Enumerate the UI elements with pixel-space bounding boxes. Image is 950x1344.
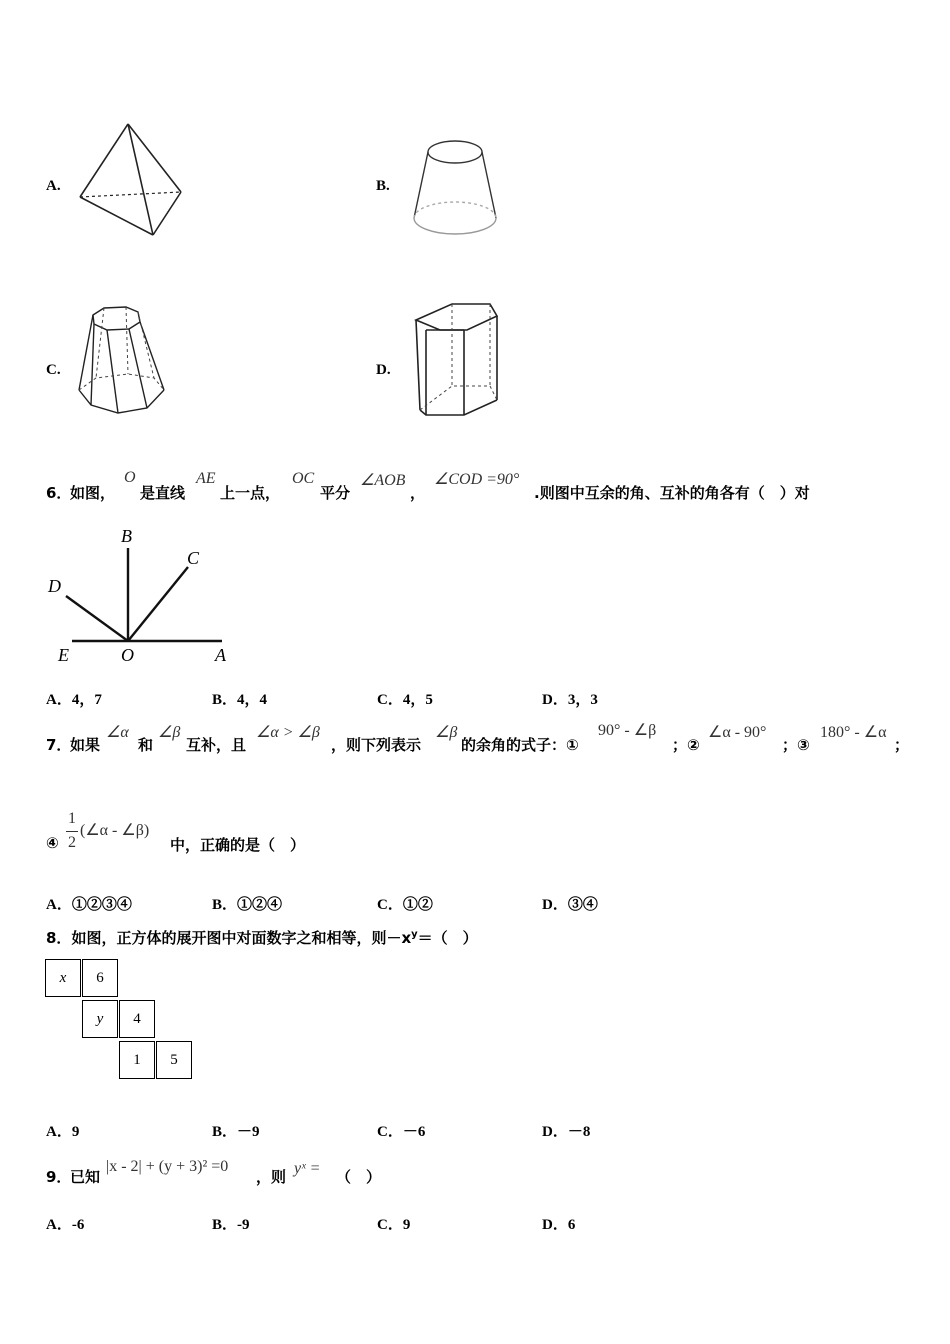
q8-option-a: A．9 xyxy=(46,1124,80,1140)
q8-option-c: C．－6 xyxy=(377,1124,426,1140)
q9-option-b: B．-9 xyxy=(212,1217,250,1233)
q6-option-b: B．4，4 xyxy=(212,692,268,708)
q8-option-d: D．－8 xyxy=(542,1124,591,1140)
tetrahedron-figure xyxy=(78,122,188,238)
q7-option-d: D．③④ xyxy=(542,897,598,913)
q6-option-c: C．4，5 xyxy=(377,692,433,708)
q9-option-a: A．-6 xyxy=(46,1217,85,1233)
q7-option-a: A．①②③④ xyxy=(46,897,132,913)
q9-option-d: D．6 xyxy=(542,1217,576,1233)
frustum-cone-figure xyxy=(410,138,500,238)
point-d-label: D xyxy=(48,576,61,596)
net-cell-5: 5 xyxy=(156,1041,192,1079)
hexagonal-prism-figure xyxy=(412,300,507,418)
point-a-label: A xyxy=(215,645,226,665)
net-cell-y: y xyxy=(82,1000,118,1038)
net-cell-6: 6 xyxy=(82,959,118,997)
q6-option-a: A．4，7 xyxy=(46,692,102,708)
q9-option-c: C．9 xyxy=(377,1217,411,1233)
fraction-bar xyxy=(66,831,78,832)
option-d-label: D. xyxy=(376,362,391,378)
point-e-label: E xyxy=(58,645,69,665)
q7-option-c: C．①② xyxy=(377,897,433,913)
point-c-label: C xyxy=(187,548,200,568)
net-cell-1: 1 xyxy=(119,1041,155,1079)
option-c-label: C. xyxy=(46,362,61,378)
option-a-label: A. xyxy=(46,178,61,194)
question-8: 8．如图，正方体的展开图中对面数字之和相等，则$-x^y=$（ ） xyxy=(46,929,478,947)
option-b-label: B. xyxy=(376,178,390,194)
q8-option-b: B．－9 xyxy=(212,1124,260,1140)
point-b-label: B xyxy=(121,526,132,546)
net-cell-4: 4 xyxy=(119,1000,155,1038)
octagonal-frustum-figure xyxy=(74,302,174,420)
question-7: 7． 如果 ∠α 和 ∠β 互补，且 ∠α > ∠β ，则下列表示 ∠β 的余角的式子：① 90° - ∠β ；② ∠α - 90° ；③ 180° - ∠α ； xyxy=(46,722,910,754)
net-cell-x: x xyxy=(45,959,81,997)
q7-option-b: B．①②④ xyxy=(212,897,283,913)
q6-option-d: D．3，3 xyxy=(542,692,598,708)
angle-figure xyxy=(44,522,244,667)
point-o-label: O xyxy=(121,645,134,665)
